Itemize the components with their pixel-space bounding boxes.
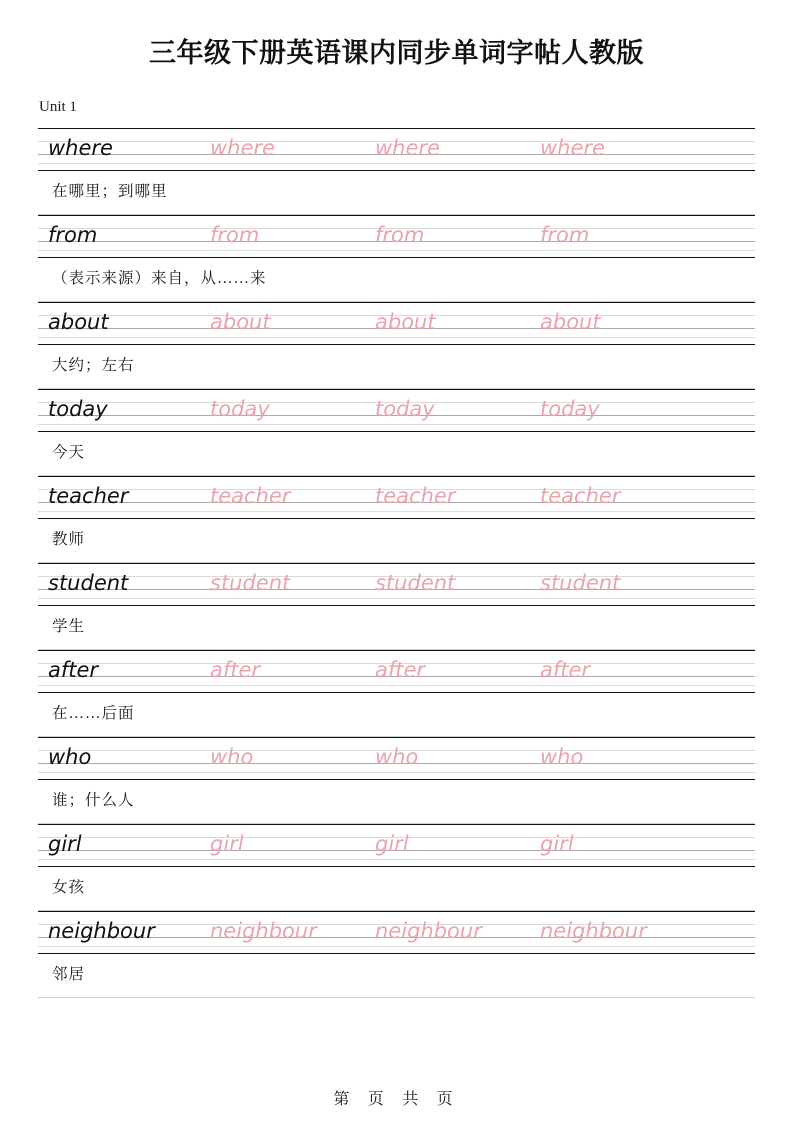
meaning-text: 邻居 — [52, 966, 86, 983]
staff-guide-line — [38, 859, 755, 860]
meaning-row — [38, 171, 755, 215]
meaning-row — [38, 606, 755, 650]
handwriting-staff — [38, 563, 755, 606]
meaning-row — [38, 432, 755, 476]
trace-word-3[interactable]: girl — [540, 832, 574, 856]
trace-word-3[interactable]: about — [540, 310, 601, 334]
staff-guide-line — [38, 337, 755, 338]
trace-word-1[interactable]: where — [210, 136, 275, 160]
staff-guide-line — [38, 424, 755, 425]
trace-word-2[interactable]: girl — [375, 832, 409, 856]
meaning-row — [38, 258, 755, 302]
trace-word-3[interactable]: teacher — [540, 484, 621, 508]
model-word: neighbour — [48, 919, 155, 943]
trace-word-2[interactable]: from — [375, 223, 425, 247]
staff-guide-line — [38, 772, 755, 773]
trace-word-1[interactable]: student — [210, 571, 291, 595]
trace-word-3[interactable]: neighbour — [540, 919, 647, 943]
staff-guide-line — [38, 685, 755, 686]
word-block — [38, 563, 755, 650]
model-word: girl — [48, 832, 82, 856]
model-word: from — [48, 223, 98, 247]
trace-word-3[interactable]: from — [540, 223, 590, 247]
trace-word-2[interactable]: neighbour — [375, 919, 482, 943]
handwriting-staff — [38, 650, 755, 693]
word-block — [38, 128, 755, 215]
meaning-row — [38, 519, 755, 563]
trace-word-1[interactable]: neighbour — [210, 919, 317, 943]
handwriting-staff — [38, 302, 755, 345]
meaning-row — [38, 693, 755, 737]
word-practice-sheet — [38, 128, 755, 998]
trace-word-2[interactable]: after — [375, 658, 426, 682]
page-title: 三年级下册英语课内同步单词字帖人教版 — [149, 38, 644, 68]
handwriting-staff — [38, 737, 755, 780]
handwriting-staff — [38, 128, 755, 171]
meaning-row — [38, 954, 755, 998]
meaning-text: （表示来源）来自，从……来 — [52, 270, 267, 287]
staff-guide-line — [38, 511, 755, 512]
word-block — [38, 650, 755, 737]
meaning-text: 在……后面 — [52, 705, 135, 722]
word-block — [38, 389, 755, 476]
model-word: about — [48, 310, 109, 334]
handwriting-staff — [38, 824, 755, 867]
trace-word-3[interactable]: student — [540, 571, 621, 595]
trace-word-2[interactable]: who — [375, 745, 419, 769]
trace-word-3[interactable]: today — [540, 397, 600, 421]
staff-guide-line — [38, 946, 755, 947]
handwriting-staff — [38, 476, 755, 519]
meaning-row — [38, 867, 755, 911]
trace-word-1[interactable]: girl — [210, 832, 244, 856]
trace-word-1[interactable]: from — [210, 223, 260, 247]
trace-word-3[interactable]: after — [540, 658, 591, 682]
meaning-row — [38, 345, 755, 389]
model-word: after — [48, 658, 99, 682]
trace-word-1[interactable]: who — [210, 745, 254, 769]
trace-word-1[interactable]: teacher — [210, 484, 291, 508]
word-block — [38, 824, 755, 911]
model-word: teacher — [48, 484, 129, 508]
meaning-text: 在哪里；到哪里 — [52, 183, 168, 200]
model-word: today — [48, 397, 108, 421]
trace-word-3[interactable]: where — [540, 136, 605, 160]
handwriting-staff — [38, 215, 755, 258]
unit-label: Unit 1 — [39, 99, 77, 115]
trace-word-2[interactable]: today — [375, 397, 435, 421]
word-block — [38, 215, 755, 302]
page-footer: 第 页 共 页 — [333, 1091, 460, 1108]
trace-word-2[interactable]: student — [375, 571, 456, 595]
meaning-text: 教师 — [52, 531, 86, 548]
word-block — [38, 302, 755, 389]
trace-word-2[interactable]: where — [375, 136, 440, 160]
handwriting-staff — [38, 911, 755, 954]
trace-word-3[interactable]: who — [540, 745, 584, 769]
model-word: student — [48, 571, 129, 595]
meaning-row — [38, 780, 755, 824]
handwriting-staff — [38, 389, 755, 432]
staff-guide-line — [38, 250, 755, 251]
meaning-text: 谁；什么人 — [52, 792, 135, 809]
model-word: who — [48, 745, 92, 769]
trace-word-1[interactable]: today — [210, 397, 270, 421]
word-block — [38, 737, 755, 824]
meaning-text: 女孩 — [52, 879, 86, 896]
trace-word-1[interactable]: about — [210, 310, 271, 334]
word-block — [38, 476, 755, 563]
trace-word-2[interactable]: teacher — [375, 484, 456, 508]
staff-guide-line — [38, 598, 755, 599]
model-word: where — [48, 136, 113, 160]
trace-word-1[interactable]: after — [210, 658, 261, 682]
meaning-text: 今天 — [52, 444, 86, 461]
word-block — [38, 911, 755, 998]
trace-word-2[interactable]: about — [375, 310, 436, 334]
meaning-text: 学生 — [52, 618, 86, 635]
meaning-text: 大约；左右 — [52, 357, 135, 374]
staff-guide-line — [38, 163, 755, 164]
